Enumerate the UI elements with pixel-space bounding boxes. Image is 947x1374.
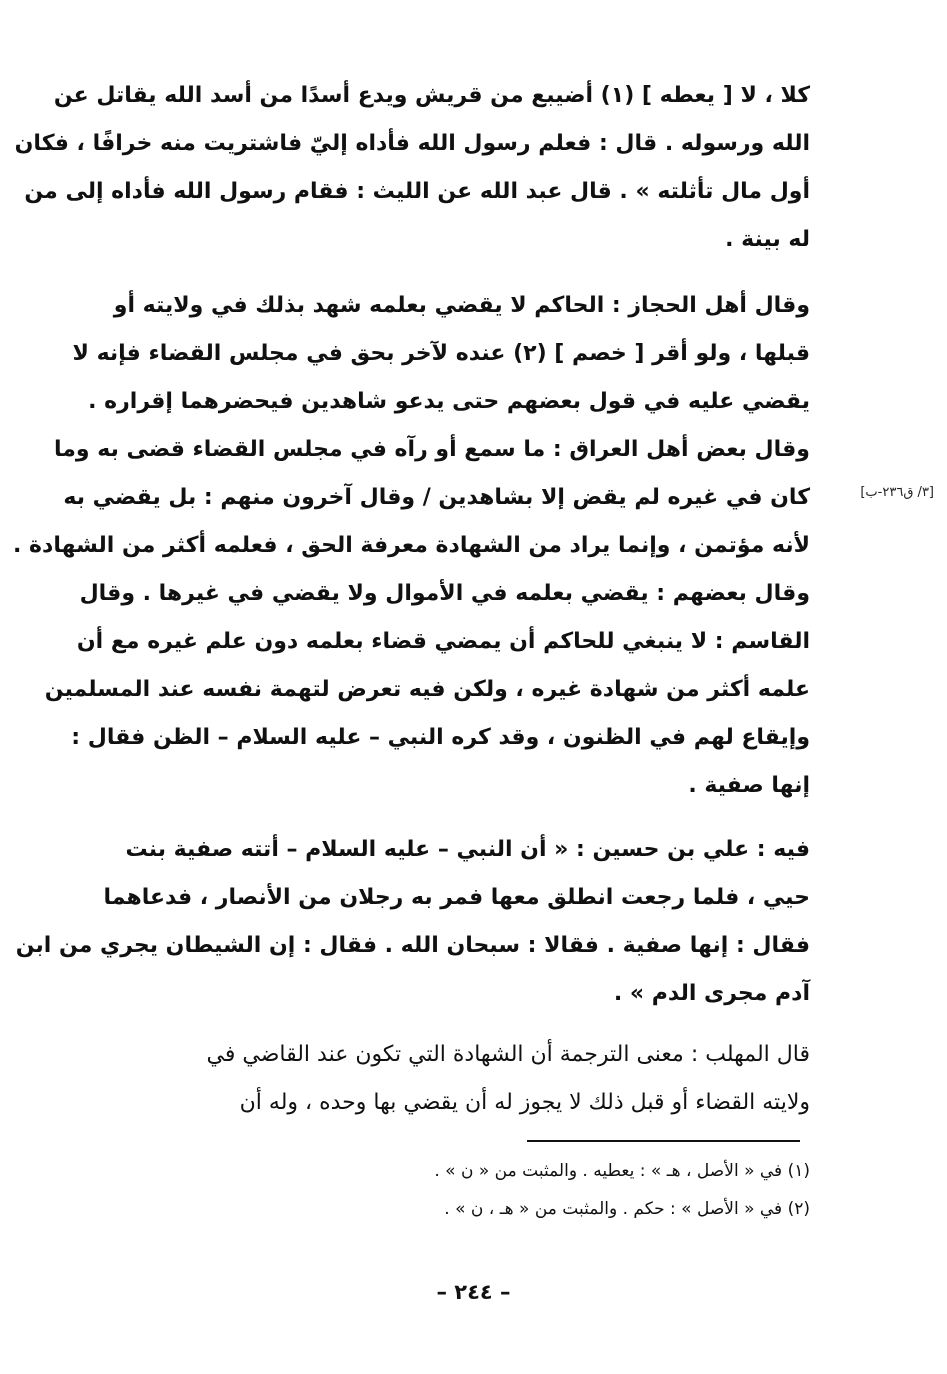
paragraph-2 (13, 282, 810, 810)
text-line: يقضي عليه في قول بعضهم حتى يدعو شاهدين فيحضرهما إقراره . (88, 389, 810, 414)
text-line: فقال : إنها صفية . فقالا : سبحان الله . فقال : إن الشيطان يجري من ابن (15, 933, 810, 958)
paragraph-4 (118, 1031, 810, 1127)
manuscript-folio-reference: [٣/ ق٢٣٦-ب] (860, 485, 934, 500)
text-line: آدم مجرى الدم » . (613, 981, 810, 1006)
text-line: له بينة . (725, 227, 810, 252)
text-line: وإيقاع لهم في الظنون ، وقد كره النبي – عليه السلام – الظن فقال : (71, 725, 810, 750)
text-line: حيي ، فلما رجعت انطلق معها فمر به رجلان من الأنصار ، فدعاهما (103, 885, 810, 910)
paragraph-3 (15, 826, 810, 1018)
page-number: – ٢٤٤ – (436, 1280, 511, 1304)
text-line: وقال أهل الحجاز : الحاكم لا يقضي بعلمه شهد بذلك في ولايته أو (113, 293, 810, 318)
text-line: وقال بعض أهل العراق : ما سمع أو رآه في مجلس القضاء قضى به وما (54, 437, 810, 462)
text-line: قبلها ، ولو أقر [ خصم ] (٢) عنده لآخر بحق في مجلس القضاء فإنه لا (72, 341, 810, 366)
paragraph-1 (14, 72, 810, 264)
text-line: أول مال تأثلته » . قال عبد الله عن الليث : فقام رسول الله فأداه إلى من (24, 179, 810, 204)
text-line: الله ورسوله . قال : فعلم رسول الله فأداه إليّ فاشتريت منه خرافًا ، فكان (14, 131, 810, 156)
text-line: لأنه مؤتمن ، وإنما يراد من الشهادة معرفة الحق ، فعلمه أكثر من الشهادة . (13, 533, 810, 558)
text-line: قال المهلب : معنى الترجمة أن الشهادة التي تكون عند القاضي في (206, 1042, 810, 1067)
text-line: كلا ، لا [ يعطه ] (١) أضيبع من قريش ويدع أسدًا من أسد الله يقاتل عن (53, 83, 810, 108)
text-line: علمه أكثر من شهادة غيره ، ولكن فيه تعرض لتهمة نفسه عند المسلمين (44, 677, 810, 702)
text-line: فيه : علي بن حسين : « أن النبي – عليه السلام – أتته صفية بنت (125, 837, 810, 862)
footnotes (200, 1152, 810, 1228)
text-line: ولايته القضاء أو قبل ذلك لا يجوز له أن يقضي بها وحده ، وله أن (239, 1090, 810, 1115)
footnote-2: (٢) في « الأصل » : حكم . والمثبت من « هـ ، ن » . (444, 1199, 810, 1219)
footnote-1: (١) في « الأصل ، هـ » : يعطيه . والمثبت من « ن » . (434, 1161, 810, 1181)
footnote-separator (527, 1140, 800, 1142)
text-line: القاسم : لا ينبغي للحاكم أن يمضي قضاء بعلمه دون علم غيره مع أن (76, 629, 810, 654)
text-line: كان في غيره لم يقض إلا بشاهدين / وقال آخرون منهم : بل يقضي به (63, 485, 810, 510)
text-line: وقال بعضهم : يقضي بعلمه في الأموال ولا يقضي في غيرها . وقال (79, 581, 810, 606)
text-line: إنها صفية . (688, 773, 810, 798)
